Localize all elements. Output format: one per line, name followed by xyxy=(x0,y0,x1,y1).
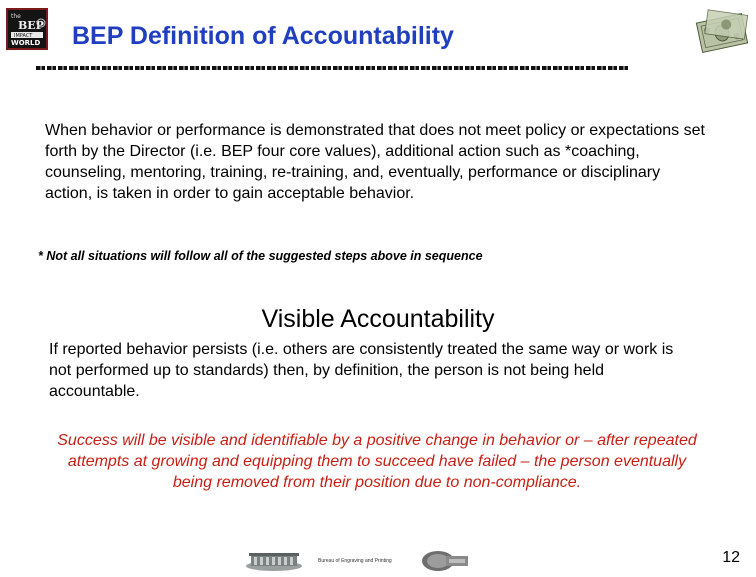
footnote: * Not all situations will follow all of the suggested steps above in sequence xyxy=(38,249,483,263)
section-heading xyxy=(0,305,756,334)
visible-accountability-paragraph: If reported behavior persists (i.e. others are consistently treated the same way or work is not performed up to standards) then, by definition, the person is not being held accountable. xyxy=(49,341,674,400)
money-image xyxy=(695,8,749,58)
logo-line-2: BEP xyxy=(18,19,44,32)
footer-logo-image xyxy=(418,550,474,572)
success-statement: Success will be visible and identifiable by a positive change in behavior or – after repeated attempts at growing and equipping them to succeed have failed – the person eventually being removed from their position due to non-compliance. xyxy=(57,432,697,491)
footer-caption: Bureau of Engraving and Printing xyxy=(318,558,392,564)
building-image xyxy=(245,549,303,571)
section-heading-text: Visible Accountability xyxy=(261,305,495,333)
logo-line-4: WORLD xyxy=(11,39,41,47)
bep-logo xyxy=(6,8,48,50)
logo-line-1: the xyxy=(11,13,21,20)
definition-paragraph: When behavior or performance is demonstrated that does not meet policy or expectations set forth by the Director (i.e. BEP four core values), additional action such as *coaching, counseling, mentoring, training, re-training, and, eventually, performance or disciplinary action, is taken in order to gain acceptable behavior. xyxy=(45,122,705,202)
logo-line-3: IMPACT xyxy=(14,33,33,39)
slide-title: BEP Definition of Accountability xyxy=(72,22,454,50)
page-number: 12 xyxy=(722,549,740,566)
title-divider xyxy=(36,66,630,70)
